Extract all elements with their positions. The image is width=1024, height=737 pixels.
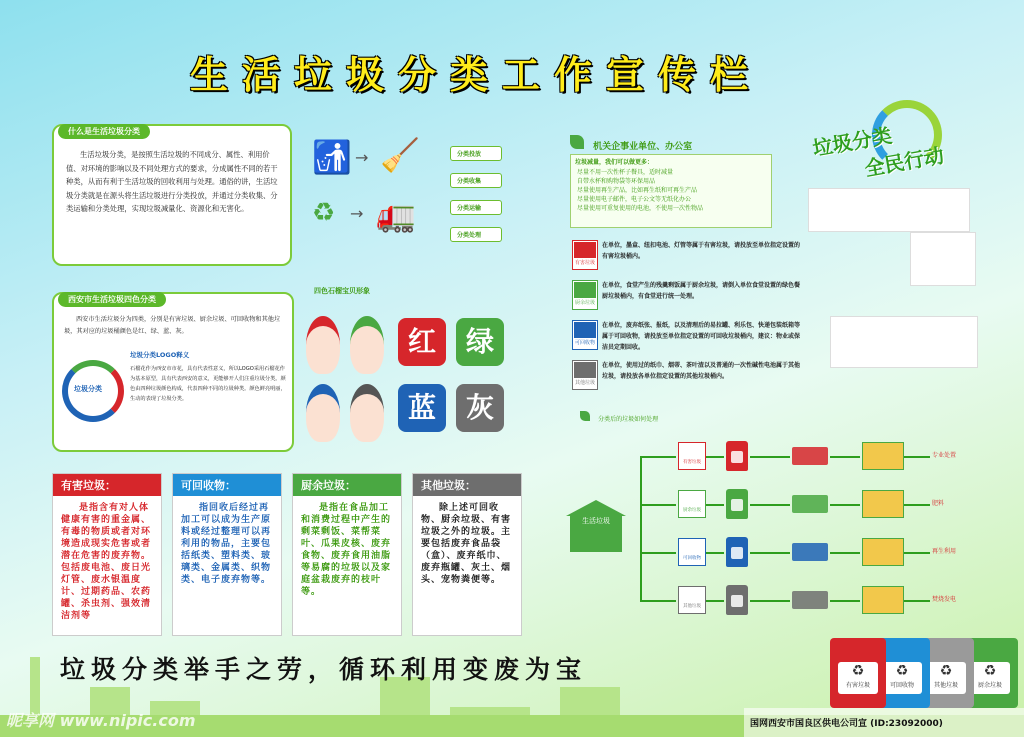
- mascot-tile: 灰: [456, 384, 504, 432]
- category-text: 指回收后经过再加工可以成为生产原料或经过整理可以再利用的物品，主要包括纸类、塑料类、玻璃类、金属类、织物类、电子废弃物等。: [181, 503, 272, 585]
- mascot-red: [306, 316, 340, 374]
- flow-arrow: [904, 552, 930, 554]
- flow-arrow: [904, 600, 930, 602]
- tag-sort-transport: 分类运输: [450, 200, 502, 215]
- flow-arrow: [830, 552, 860, 554]
- footer-bin-label: [882, 662, 922, 694]
- flow-arrow: [750, 552, 790, 554]
- what-is-header: 什么是生活垃圾分类: [58, 124, 150, 139]
- process-tags: [450, 146, 510, 242]
- category-title: 厨余垃圾：: [293, 474, 401, 496]
- facility-icon: [862, 490, 904, 518]
- xian-panel: [52, 292, 294, 452]
- flow-type-icon: [678, 442, 706, 470]
- footer-bar: [744, 708, 1024, 737]
- page-title: 生活垃圾分类工作宣传栏: [190, 53, 763, 97]
- flow-arrow: [830, 456, 860, 458]
- category-text: 是指在食品加工和消费过程中产生的剩菜剩饭、菜帮菜叶、瓜果皮核、废弃食物、废弃食用油脂等易腐的垃圾以及家庭盆栽废弃的枝叶等。: [301, 503, 392, 597]
- category-title: 可回收物：: [173, 474, 281, 496]
- flow-type-icon: [678, 586, 706, 614]
- garbage-truck-icon: 🚛: [376, 196, 416, 234]
- rule-icon: [572, 360, 598, 390]
- bin-icon: [726, 489, 748, 519]
- what-is-panel: [52, 124, 292, 266]
- flow-arrow: [706, 456, 724, 458]
- notice-title: 垃圾减量，我们可以做更多：: [575, 159, 654, 166]
- rule-text: 在单位，废弃纸张、报纸，以及清理后的易拉罐、利乐包、快递包装纸箱等属于可回收物，请投放至单位指定设置的可回收垃圾桶内，建议：物业或保洁员定期回收。: [602, 322, 801, 351]
- office-scene-2: [910, 232, 976, 286]
- category-card: [52, 473, 162, 636]
- flow-trunk: [640, 456, 642, 602]
- flow-arrow: [750, 600, 790, 602]
- rule-icon-symbol: [574, 322, 596, 338]
- org-header-row: [570, 134, 692, 153]
- mascot-section: [300, 284, 530, 444]
- bin-symbol-icon: ♻: [851, 663, 865, 679]
- flow-arrow: [640, 600, 676, 602]
- flow-arrow: [750, 504, 790, 506]
- flow-arrow: [706, 504, 724, 506]
- bin-symbol-icon: ♻: [939, 663, 953, 679]
- rule-icon: [572, 320, 598, 350]
- house-icon: [566, 500, 626, 516]
- category-text: 是指含有对人体健康有害的重金属、有毒的物质或者对环境造成现实危害或者潜在危害的废弃物。包括废电池、废日光灯管、废水银温度计、过期药品、农药罐、杀虫剂、强效清洁剂等: [61, 503, 152, 621]
- rule-icon-symbol: [574, 362, 596, 378]
- mascot-tile: 蓝: [398, 384, 446, 432]
- flow-type-label: 厨余垃圾: [683, 508, 701, 513]
- leaf-icon: [580, 411, 590, 421]
- facility-icon: [862, 586, 904, 614]
- flow-end-label: 专业处置: [932, 452, 957, 459]
- flow-source-box: [570, 516, 622, 552]
- bin-symbol-icon: ♻: [983, 663, 997, 679]
- badge-line2: 全民行动: [862, 143, 946, 181]
- tag-sort-process: 分类处理: [450, 227, 502, 242]
- arrow-right-icon: →: [355, 148, 369, 167]
- notice-item: 尽量使用可重复使用的电池，不使用一次性物品: [577, 205, 704, 212]
- bin-icon: [726, 441, 748, 471]
- what-is-text: 生活垃圾分类，是按照生活垃圾的不同成分、属性、利用价值、对环境的影响以及不同处理方式的要求，分成属性不同的若干种类，从而有利于生活垃圾的回收利用与处理。通俗的讲，生活垃圾分类就是在源头将生活垃圾进行分类投放，并通过分类收集、分类运输和分类处理，实现垃圾减量化、资源化和无害化。: [66, 150, 278, 213]
- flow-arrow: [706, 600, 724, 602]
- flow-header-row: [580, 406, 658, 425]
- rule-icon-label: 厨余垃圾: [574, 300, 595, 306]
- flow-end-label: 焚烧发电: [932, 596, 957, 603]
- flow-type-label: 有害垃圾: [683, 460, 701, 465]
- pomegranate-logo-icon: [62, 360, 124, 422]
- watermark-left: 昵享网 www.nipic.com: [6, 711, 196, 730]
- flow-arrow: [830, 504, 860, 506]
- tag-sort-drop: 分类投放: [450, 146, 502, 161]
- footer-bin-text: 可回收物: [889, 682, 914, 689]
- flow-source: [566, 500, 626, 554]
- flow-arrow: [640, 456, 676, 458]
- flow-arrow: [750, 456, 790, 458]
- office-scene-3: [830, 316, 978, 368]
- rule-text: 在单位，食堂产生的残羹剩饭属于厨余垃圾，请倒入单位食堂设置的绿色餐厨垃圾桶内，有食堂进行统一处理。: [602, 282, 801, 300]
- office-scene-1: [808, 188, 970, 232]
- bin-symbol-icon: ♻: [895, 663, 909, 679]
- facility-icon: [862, 538, 904, 566]
- logo-label: 垃圾分类: [74, 385, 102, 393]
- footer-text: 国网西安市国良区供电公司宣 (ID:23092000): [750, 719, 943, 729]
- flow-arrow: [640, 552, 676, 554]
- badge-line1: 垃圾分类: [810, 123, 894, 161]
- process-icons: [300, 130, 450, 240]
- xian-header: 西安市生活垃圾四色分类: [58, 292, 166, 307]
- footer-bin-label: [970, 662, 1010, 694]
- leaf-icon: [570, 135, 584, 149]
- flow-arrow: [830, 600, 860, 602]
- mascot-header: 四色石榴宝贝形象: [314, 287, 370, 295]
- truck-icon: [792, 591, 828, 609]
- arrow-right-icon: →: [350, 204, 364, 223]
- mascot-tile: 红: [398, 318, 446, 366]
- flow-source-label: 生活垃圾: [582, 517, 610, 525]
- footer-bin-text: 有害垃圾: [845, 682, 870, 689]
- rule-icon: [572, 240, 598, 270]
- flow-arrow: [706, 552, 724, 554]
- footer-bin-label: [838, 662, 878, 694]
- org-notice: [570, 154, 772, 228]
- flow-end-label: 肥料: [932, 500, 945, 507]
- logo-text: 石榴花作为西安市市花，具有代表性意义，所以LOGO采用石榴花作为基本原型，具有代表西安的意义，更能够开人们注重垃圾分类。颜色由四种垃圾颜色构成，代表四种不同的垃圾种类。颜色鲜亮明丽，生动的表现了垃圾分类。: [130, 366, 286, 402]
- org-header: 机关企事业单位、办公室: [593, 142, 693, 152]
- notice-item: 尽量不用一次性杯子餐具，适时减量: [577, 169, 674, 176]
- category-text: 除上述可回收物、厨余垃圾、有害垃圾之外的垃圾。主要包括废弃食品袋（盒）、废弃纸巾、废弃瓶罐、灰土、烟头、宠物粪便等。: [421, 503, 512, 585]
- flow-arrow: [904, 456, 930, 458]
- flow-type-label: 其他垃圾: [683, 604, 701, 609]
- category-card: [292, 473, 402, 636]
- slogan: 垃圾分类举手之劳，循环利用变废为宝: [60, 655, 588, 684]
- flow-header: 分类后的垃圾如何处理: [598, 416, 659, 423]
- flow-end-label: 再生利用: [932, 548, 957, 555]
- rule-text: 在单位，使用过的纸巾、烟蒂、茶叶渣以及普通的一次性碱性电池属于其他垃圾，请投放各单位指定设置的其他垃圾桶内。: [602, 362, 801, 380]
- footer-bin-text: 厨余垃圾: [977, 682, 1002, 689]
- category-card: [172, 473, 282, 636]
- category-card: [412, 473, 522, 636]
- flow-type-icon: [678, 538, 706, 566]
- bin-icon: [726, 585, 748, 615]
- mascot-tile: 绿: [456, 318, 504, 366]
- rule-icon-label: 可回收物: [574, 340, 595, 346]
- flow-type-label: 可回收物: [683, 556, 701, 561]
- footer-bin: [830, 638, 886, 708]
- truck-icon: [792, 447, 828, 465]
- footer-bin-text: 其他垃圾: [933, 682, 958, 689]
- rule-icon-label: 其他垃圾: [574, 380, 595, 386]
- truck-icon: [792, 543, 828, 561]
- notice-item: 自带水杯和购物袋等环保用品: [577, 178, 656, 185]
- rule-icon-label: 有害垃圾: [574, 260, 595, 266]
- logo-header: 垃圾分类LOGO释义: [130, 351, 190, 359]
- person-sorting-icon: 🧹: [380, 136, 420, 174]
- category-title: 有害垃圾：: [53, 474, 161, 496]
- flow-arrow: [904, 504, 930, 506]
- tag-sort-collect: 分类收集: [450, 173, 502, 188]
- mascot-green: [350, 316, 384, 374]
- rule-icon: [572, 280, 598, 310]
- mascot-blue: [306, 384, 340, 442]
- category-title: 其他垃圾：: [413, 474, 521, 496]
- person-throwing-icon: 🚮: [312, 138, 352, 176]
- rule-icon-symbol: [574, 242, 596, 258]
- xian-text: 西安市生活垃圾分为四类，分别是有害垃圾、厨余垃圾、可回收物和其他垃圾，其对应的垃圾桶颜色是红、绿、蓝、灰。: [64, 316, 281, 335]
- bin-icon: [726, 537, 748, 567]
- rule-icon-symbol: [574, 282, 596, 298]
- action-badge: [812, 98, 962, 188]
- mascot-gray: [350, 384, 384, 442]
- notice-item: 尽量使用电子邮件，电子公文等无纸化办公: [577, 196, 692, 203]
- flow-type-icon: [678, 490, 706, 518]
- facility-icon: [862, 442, 904, 470]
- flow-arrow: [640, 504, 676, 506]
- recycle-leaf-icon: ♻: [312, 198, 336, 228]
- rule-text: 在单位，墨盒、纽扣电池、灯管等属于有害垃圾，请投放至单位指定设置的有害垃圾桶内。: [602, 242, 801, 260]
- notice-item: 尽量使用再生产品，比如再生纸和可再生产品: [577, 187, 698, 194]
- truck-icon: [792, 495, 828, 513]
- footer-bin-label: [926, 662, 966, 694]
